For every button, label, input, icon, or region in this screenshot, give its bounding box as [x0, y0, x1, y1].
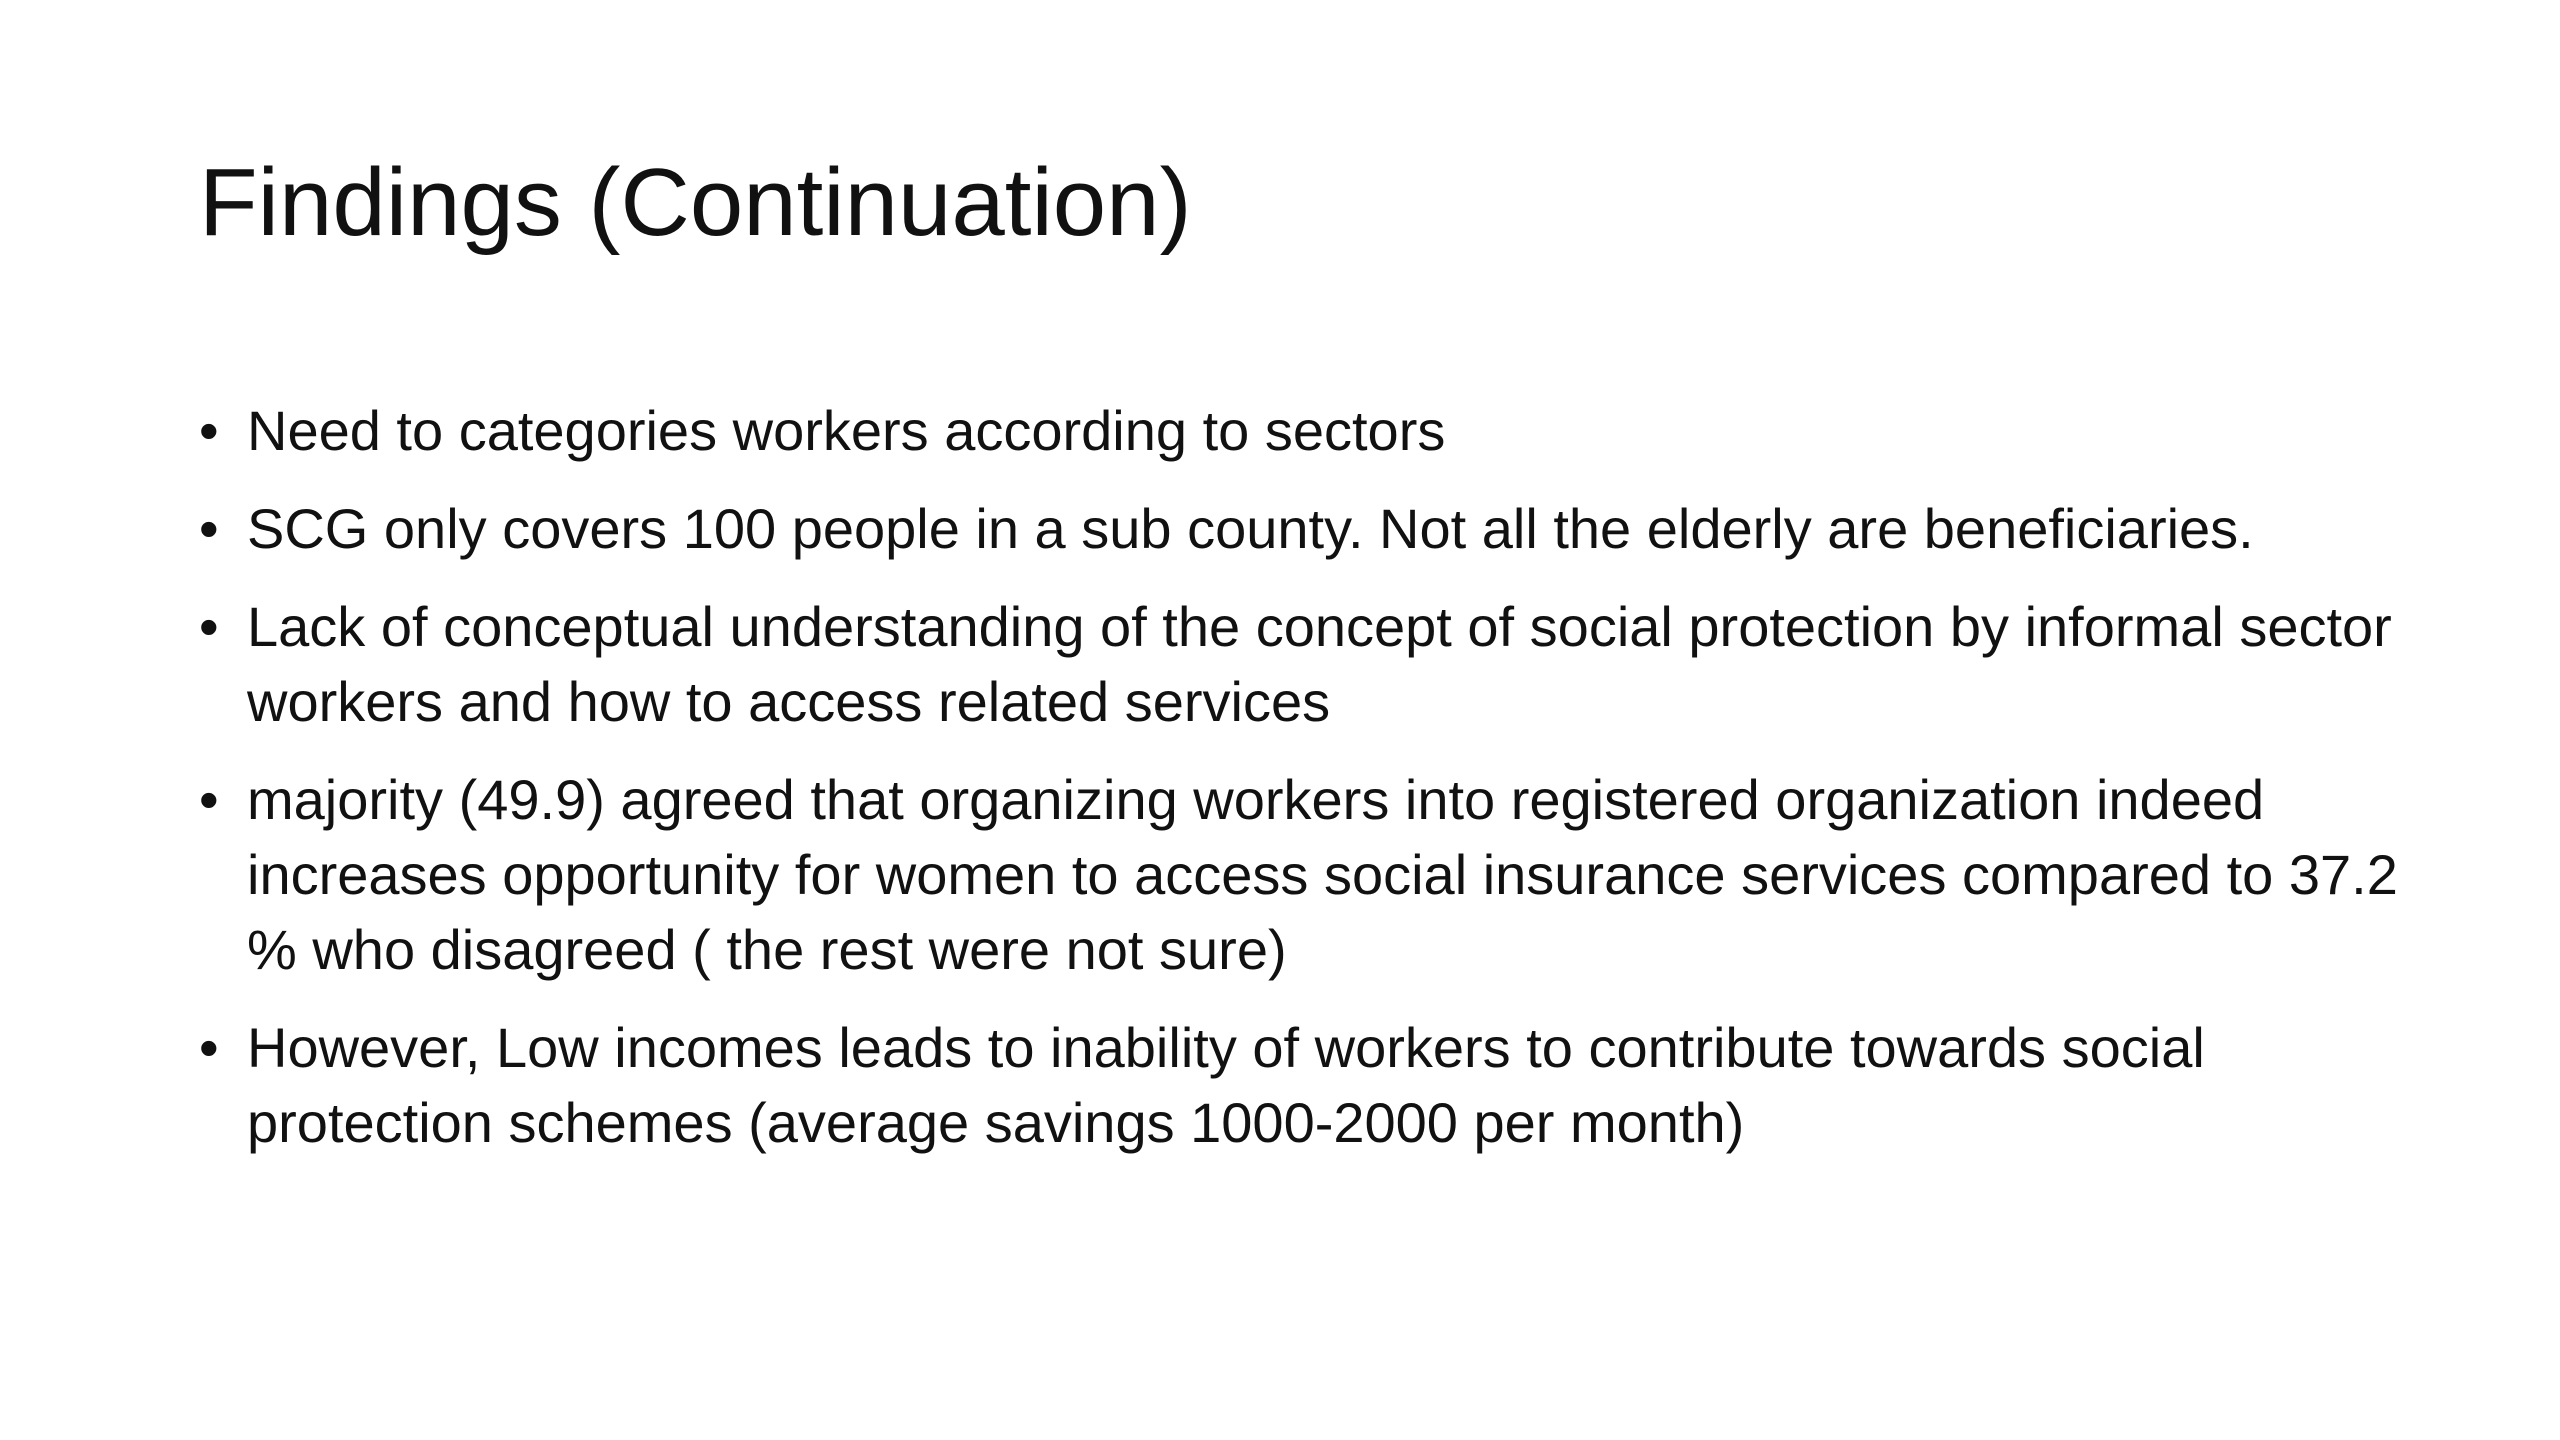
bullet-marker: •	[199, 497, 219, 560]
bullet-text: SCG only covers 100 people in a sub county. Not all the elderly are beneficiaries.	[247, 497, 2254, 560]
bullet-text: majority (49.9) agreed that organizing workers into registered organization indeed increases opportunity for women to access social insurance services compared to 37.2 % who disagreed ( the rest were not sure)	[247, 768, 2398, 981]
bullet-text: Lack of conceptual understanding of the concept of social protection by informal sector workers and how to access related services	[247, 595, 2392, 733]
bullet-item	[199, 762, 2439, 987]
bullet-marker: •	[199, 595, 219, 658]
bullet-marker: •	[199, 768, 219, 831]
bullet-text: Need to categories workers according to sectors	[247, 399, 1446, 462]
bullet-marker: •	[199, 1016, 219, 1079]
bullet-item	[199, 393, 2439, 468]
bullet-item	[199, 589, 2439, 739]
bullet-text: However, Low incomes leads to inability of workers to contribute towards social protection schemes (average savings 1000-2000 per month)	[247, 1016, 2205, 1154]
bullet-item	[199, 1010, 2439, 1160]
slide-title: Findings (Continuation)	[199, 149, 1192, 256]
bullet-marker: •	[199, 399, 219, 462]
bullet-list	[199, 393, 2439, 1183]
bullet-item	[199, 491, 2439, 566]
